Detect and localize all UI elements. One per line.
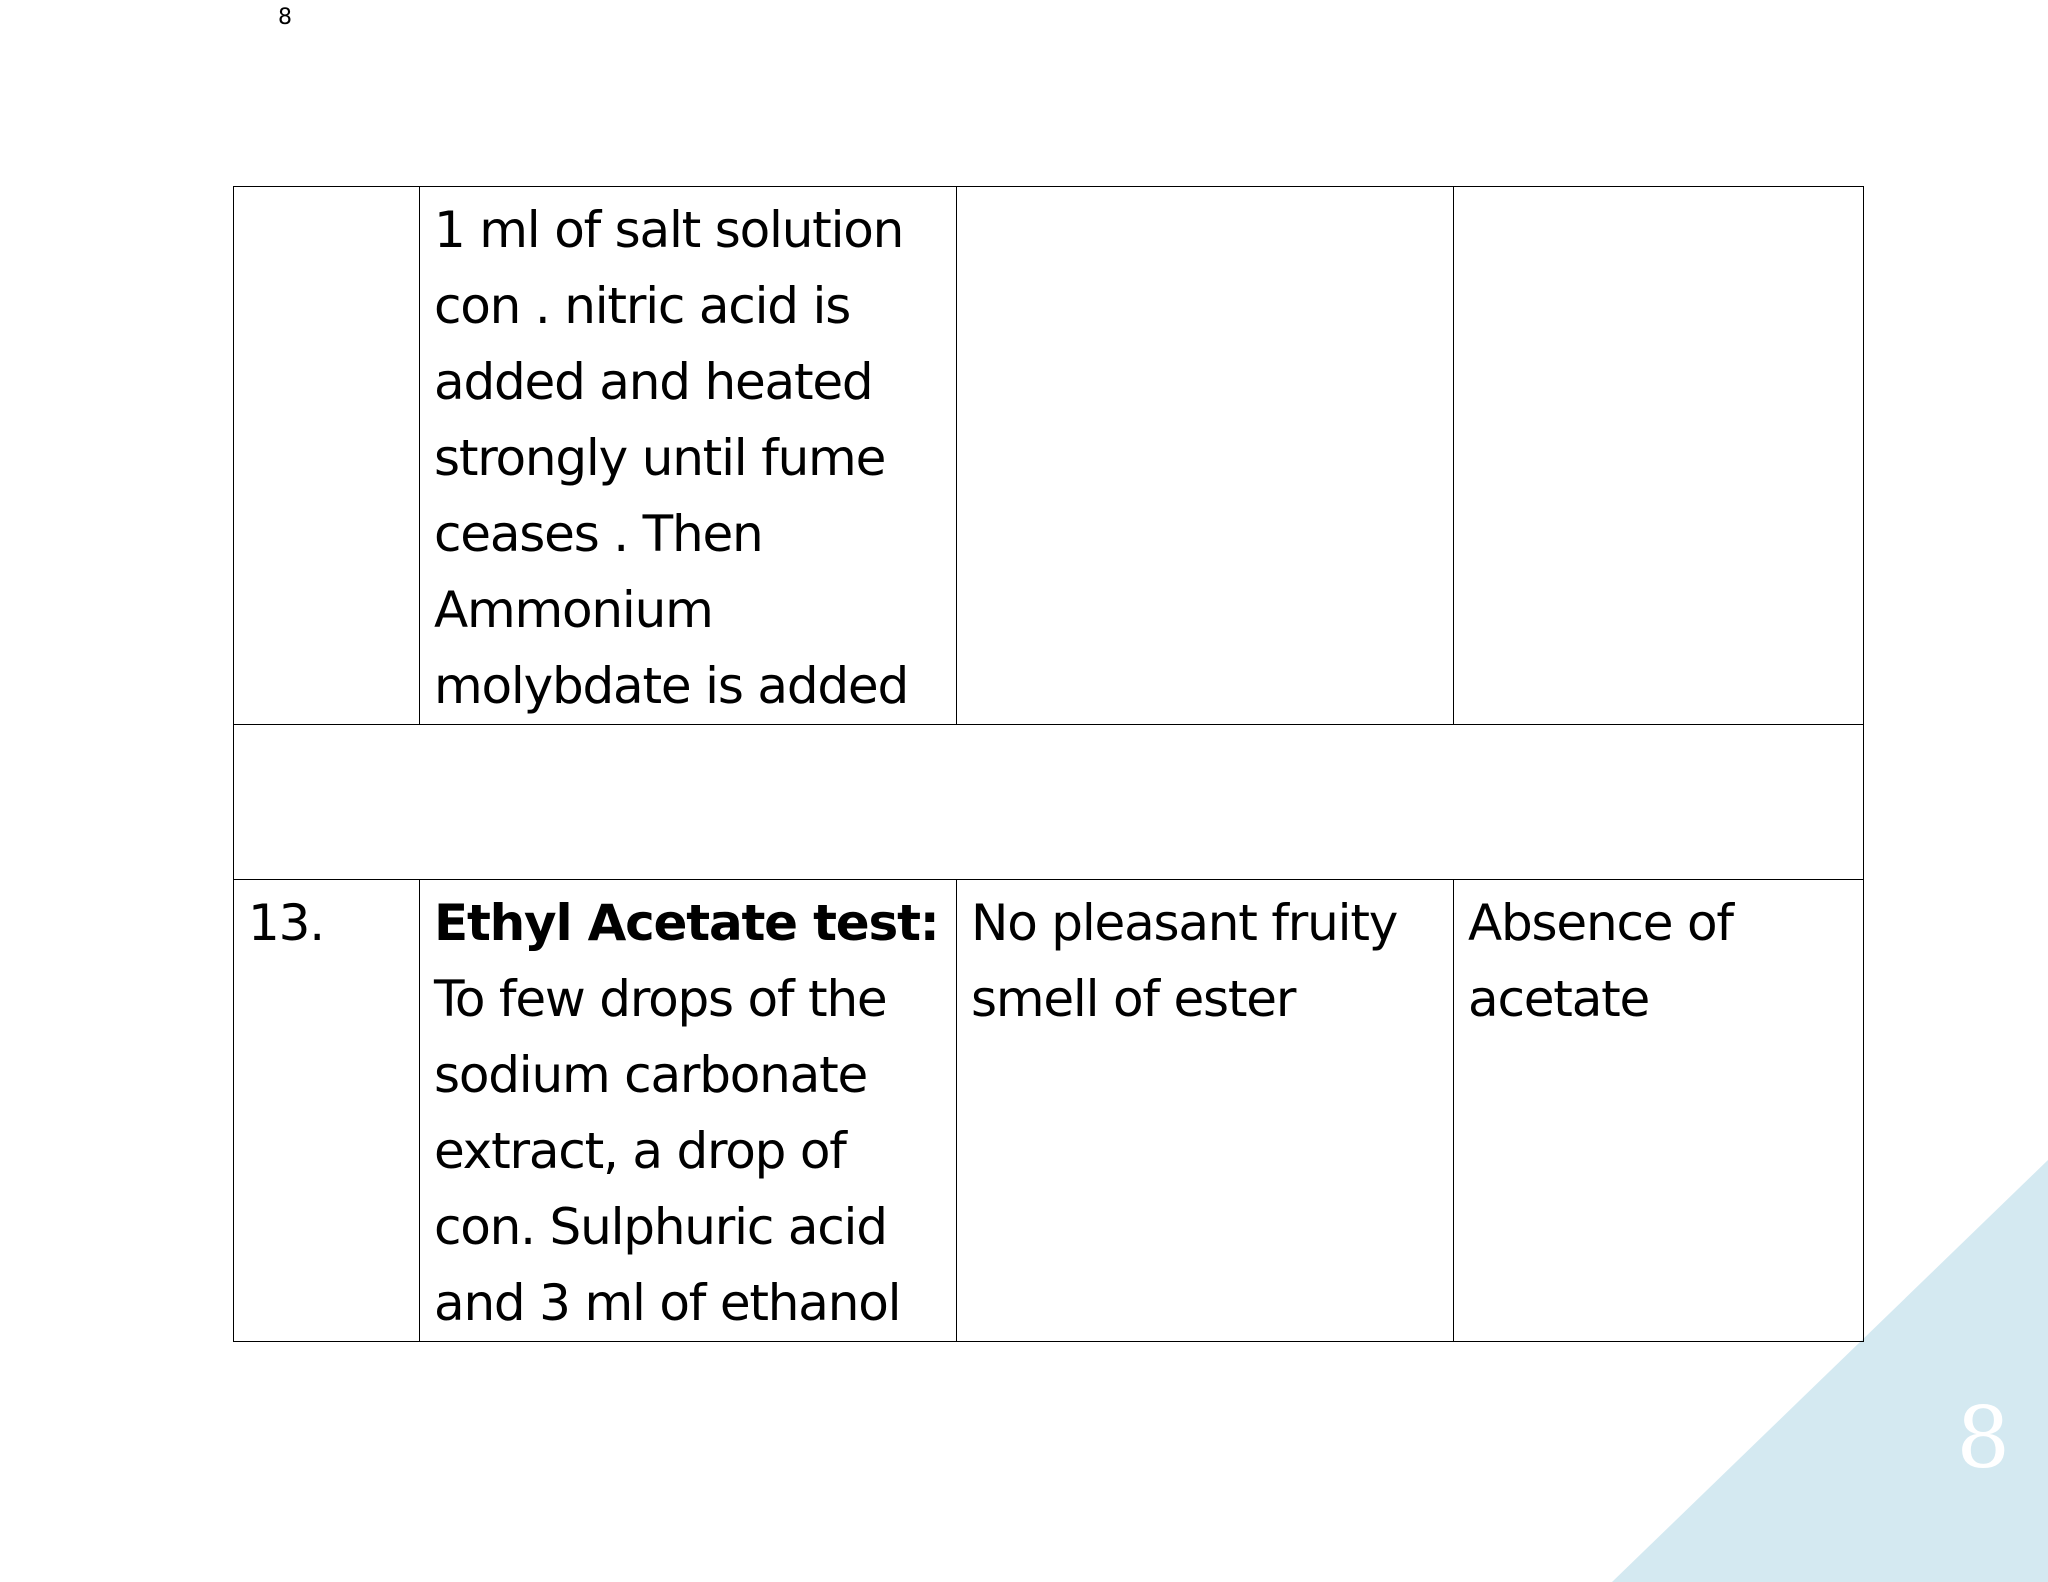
observation-cell [957, 187, 1454, 725]
experiment-cell: 1 ml of salt solution con . nitric acid is added and heated strongly until fume ceases . Then Ammonium molybdate is added [420, 187, 957, 725]
table-row [234, 187, 1864, 725]
inference-cell: Absence of acetate [1454, 880, 1864, 1342]
merged-empty-cell [234, 725, 1864, 880]
sl-no-cell: 13. [234, 880, 420, 1342]
sl-no-cell [234, 187, 420, 725]
inference-cell [1454, 187, 1864, 725]
header-page-number: 8 [278, 5, 292, 30]
table-row [234, 725, 1864, 880]
observation-cell: No pleasant fruity smell of ester [957, 880, 1454, 1342]
footer-page-number: 8 [1956, 1389, 2010, 1487]
experiment-text: To few drops of the sodium carbonate extract, a drop of con. Sulphuric acid and 3 ml of ethanol [434, 970, 901, 1332]
procedure-table [233, 186, 1864, 1342]
experiment-cell [420, 880, 957, 1342]
experiment-heading: Ethyl Acetate test: [434, 894, 939, 952]
table-row [234, 880, 1864, 1342]
